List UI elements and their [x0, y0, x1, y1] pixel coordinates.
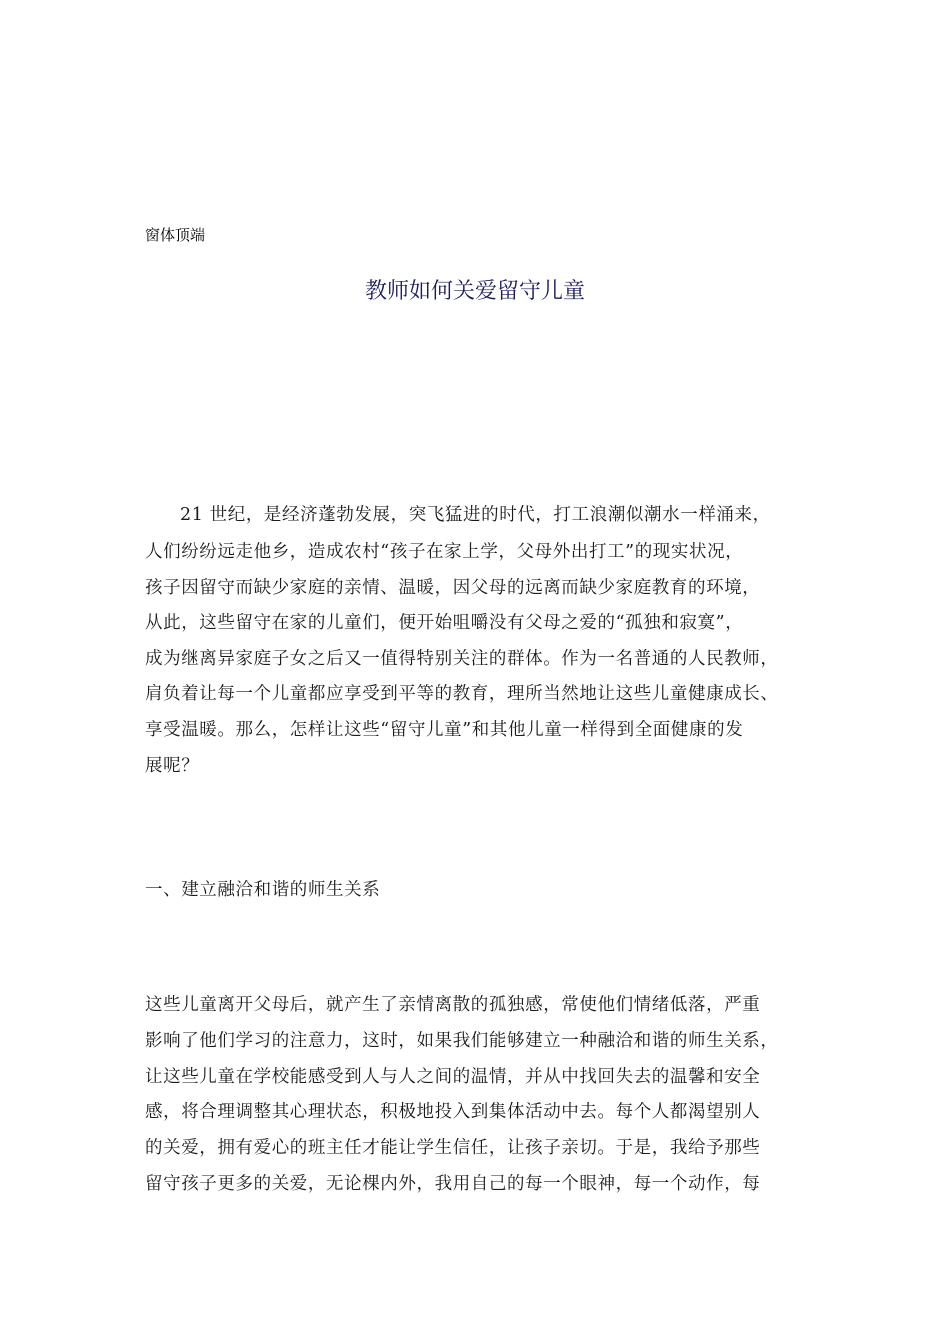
paragraph-line: 留守孩子更多的关爱，无论棵内外，我用自己的每一个眼神，每一个动作，每	[145, 1174, 761, 1194]
paragraph-line: 影响了他们学习的注意力，这时，如果我们能够建立一种融洽和谐的师生关系，	[145, 1031, 779, 1051]
paragraph-line: 人们纷纷远走他乡，造成农村“孩子在家上学，父母外出打工”的现实状况，	[145, 542, 744, 562]
paragraph-line: 21 世纪，是经济蓬勃发展，突飞猛进的时代，打工浪潮似潮水一样涌来，	[180, 505, 771, 525]
paragraph-line: 这些儿童离开父母后，就产生了亲情离散的孤独感，常使他们情绪低落，严重	[145, 995, 761, 1015]
paragraph-line: 成为继离异家庭子女之后又一值得特别关注的群体。作为一名普通的人民教师，	[145, 649, 779, 669]
paragraph-line: 的关爱，拥有爱心的班主任才能让学生信任，让孩子亲切。于是，我给予那些	[145, 1138, 761, 1158]
section-heading: 一、建立融洽和谐的师生关系	[145, 880, 381, 900]
paragraph-line: 从此，这些留守在家的儿童们，便开始咀嚼没有父母之爱的“孤独和寂寞”，	[145, 613, 744, 633]
paragraph-line: 让这些儿童在学校能感受到人与人之间的温情，并从中找回失去的温馨和安全	[145, 1067, 761, 1087]
paragraph-line: 孩子因留守而缺少家庭的亲情、温暖，因父母的远离而缺少家庭教育的环境，	[145, 578, 761, 598]
paragraph-line: 展呢？	[145, 756, 200, 776]
form-top-label: 窗体顶端	[145, 226, 206, 244]
paragraph-line: 享受温暖。那么，怎样让这些“留守儿童”和其他儿童一样得到全面健康的发	[145, 720, 744, 740]
document-title: 教师如何关爱留守儿童	[364, 279, 585, 304]
paragraph-line: 感，将合理调整其心理状态，积极地投入到集体活动中去。每个人都渴望别人	[145, 1102, 761, 1122]
paragraph-line: 肩负着让每一个儿童都应享受到平等的教育，理所当然地让这些儿童健康成长、	[145, 684, 779, 704]
